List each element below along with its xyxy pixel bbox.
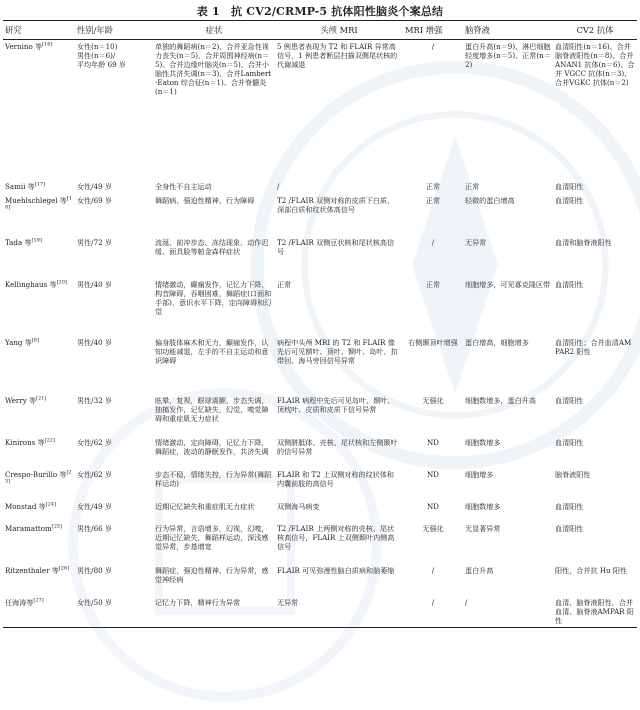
symptoms-cell: 全身性不自主运动 [155,181,212,191]
table-row [3,468,637,500]
symptoms-cell: 情绪激动，定向障碍，记忆力下降，舞蹈症，波动的静眠发作，共济失调 [155,437,269,456]
reference-number: [16] [42,41,53,48]
csf-cell: 细胞数增多 [465,437,501,447]
reference-number: [19] [31,237,42,244]
cv2-antibody-cell: 血清和脑脊液阳性 [555,237,612,247]
mri-enhance-cell: 右侧颞顶叶增强 [408,337,458,347]
header-mri-enhance: MRI 增强 [403,21,463,40]
study-name: Maramattom [5,523,52,533]
mri-enhance-cell: ND [427,469,439,479]
reference-number: [18] [5,195,73,211]
table-row [3,394,637,436]
mri-enhance-cell: 无强化 [422,523,444,533]
sex-age-cell: 女性(n＝10) 男性(n＝6)/ 平均年龄 69 岁 [77,42,127,70]
symptoms-cell: 眩晕，复视，眼球震颤，步态失调，抽搐发作，记忆缺失，幻觉，嗅觉障碍和重症肌无力症状 [155,395,269,423]
study-name: Samii 等 [5,181,35,191]
mri-cell: 双侧海马病变 [277,501,320,511]
table-row [3,336,637,394]
cv2-antibody-cell: 阳性，合并抗 Hu 阳性 [555,565,628,575]
mri-cell: 正常 [277,279,292,289]
sex-age-cell: 男性/80 岁 [77,565,112,575]
study-cell [3,278,75,336]
reference-number: [21] [36,395,47,402]
study-name: Yang 等 [5,337,32,347]
mri-cell: T2 /FLAIR 双侧豆状核和尾状核高信号 [277,237,395,256]
csf-cell: 正常 [465,181,480,191]
csf-cell: 细胞数增多，蛋白升高 [465,395,536,405]
symptoms-cell: 记忆力下降，精神行为异常 [153,596,275,628]
header-mri: 头颅 MRI [275,21,403,40]
cv2-antibody-cell: 血清阳性 [555,279,584,289]
header-sex-age: 性别/年龄 [75,21,153,40]
reference-number: [8] [31,337,39,344]
reference-number: [25] [51,523,63,530]
reference-number: [22] [44,437,55,444]
cv2-antibody-cell: 血清、脑脊液阳性，合并血清、脑脊液AMPAR 阳性 [553,596,637,628]
mri-cell: FLAIR 和 T2 上双侧对称的纹状体和内囊前肢的高信号 [277,469,394,488]
sex-age-cell: 男性/72 岁 [77,237,112,247]
mri-cell: 5 例患者表现为 T2 和 FLAIR 异常高信号，1 例患者断层扫描双侧尾状核的代谢减退 [277,42,398,70]
study-cell [3,336,75,394]
sex-age-cell: 女性/62 岁 [77,469,112,479]
study-cell [3,194,75,236]
mri-cell: FLAIR 病程中先后可见岛叶、颞叶、顶枕叶、皮质和皮质下信号异常 [277,395,395,414]
study-name: Tada 等 [5,237,32,247]
symptoms-cell: 舞蹈症，强迫性精神、行为异常，感觉神经病 [155,565,269,584]
symptoms-cell: 偏身肢体麻木和无力，癫痫发作，认知功能减退，左手的不自主运动和意识障碍 [155,337,269,365]
csf-cell: 细胞数增多 [465,501,501,511]
mri-enhance-cell: / [431,565,435,575]
mri-enhance-cell: / [403,596,463,628]
table-row [3,194,637,236]
sex-age-cell: 男性/40 岁 [77,279,112,289]
symptoms-cell: 舞蹈病、强迫性精神、行为障碍 [155,195,255,205]
cv2-antibody-cell: 血清阳性 [555,181,584,191]
header-cv2: CV2 抗体 [553,21,637,40]
symptoms-cell: 步态不稳，情绪失控，行为异常(舞蹈样运动) [155,469,272,488]
study-name: Monstad 等 [5,501,46,511]
mri-enhance-cell: 正常 [425,279,441,289]
mri-cell: T2 /FLAIR 双侧对称的皮质下白质、深部白质和纹状体高信号 [277,195,395,214]
study-name: Kellinghaus 等 [5,279,57,289]
symptoms-cell: 行为异常，言语增多，幻视，幻嗅，近期记忆缺失，舞蹈样运动，深浅感觉异常，步基增宽 [155,523,269,551]
csf-cell: 无异常 [465,237,487,247]
sex-age-cell: 女性/49 岁 [77,501,112,511]
csf-cell: 蛋白升高(n＝9)、淋巴细胞轻度增多(n＝5)、正常(n＝2) [465,42,551,70]
case-summary-table [3,20,637,628]
cv2-antibody-cell: 血清阳性(n＝16)、合并脑脊液阳性(n＝8)、合并ANAN1 抗体(n＝6)、合并 VGCC 抗体(n＝3)、合并VGKC 抗体(n＝2) [555,42,635,88]
study-cell [3,40,75,180]
symptoms-cell: 近期记忆缺失和重症肌无力症状 [155,501,255,511]
mri-cell: 无异常 [275,596,403,628]
table-row [3,180,637,194]
study-cell [3,596,75,628]
csf-cell: 无显著异常 [465,523,501,533]
csf-cell: 蛋白升高 [465,565,494,575]
study-name: Kinirons 等 [5,437,45,447]
sex-age-cell: 男性/66 岁 [77,523,112,533]
sex-age-cell: 女性/69 岁 [77,195,112,205]
table-row [3,500,637,522]
reference-number: [27] [33,597,44,604]
cv2-antibody-cell: 脑脊液阳性 [555,469,591,479]
study-name: 任海涛等 [5,597,34,607]
study-name: Vernino 等 [5,42,43,51]
sex-age-cell: 女性/50 岁 [75,596,153,628]
csf-cell: 细胞增多，可见寡克隆区带 [465,279,551,289]
mri-enhance-cell: 无强化 [422,395,444,405]
cv2-antibody-cell: 血清阳性；合并血清AMPAR2 阳性 [555,337,632,356]
mri-cell: 双侧胼胝体、壳核、尾状核和左侧颞叶的信号异常 [277,437,398,456]
header-csf: 脑脊液 [463,21,553,40]
cv2-antibody-cell: 血清阳性 [555,437,584,447]
reference-number: [20] [56,279,67,286]
reference-number: [17] [34,181,45,188]
table-row [3,40,637,180]
reference-number: [24] [45,501,56,508]
symptoms-cell: 流涎、前冲步态、冻结现象、动作迟缓、面具脸等帕金森样症状 [155,237,269,256]
cv2-antibody-cell: 血清阳性 [555,395,584,405]
mri-cell: FLAIR 可见弥漫性脑白质病和脑萎缩 [277,565,395,575]
header-study: 研究 [3,21,75,40]
mri-enhance-cell: 正常 [425,181,441,191]
sex-age-cell: 女性/62 岁 [77,437,112,447]
study-cell [3,564,75,596]
table-title: 表 1 抗 CV2/CRMP-5 抗体阳性脑炎个案总结 [196,5,444,18]
symptoms-cell: 情绪激动，癫痫发作，记忆力下降，构音障碍，吞咽困难，舞蹈症(口面和手部)，意识水平下降，定向障碍和幻觉 [155,279,272,316]
study-cell [3,394,75,436]
mri-enhance-cell: 正常 [425,195,441,205]
table-row [3,522,637,564]
cv2-antibody-cell: 血清阳性 [555,501,584,511]
sex-age-cell: 男性/32 岁 [77,395,112,405]
mri-cell: / [277,181,280,191]
table-row [3,278,637,336]
cv2-antibody-cell: 血清阳性 [555,523,584,533]
study-name: Muehlschlegel 等 [5,195,67,205]
mri-enhance-cell: ND [427,437,439,447]
table-row [3,596,637,628]
table-header-row [3,21,637,40]
reference-number: [23] [5,469,72,485]
csf-cell: 轻微的蛋白增高 [465,195,515,205]
study-cell [3,468,75,500]
study-cell [3,236,75,278]
study-cell [3,436,75,468]
table-row [3,436,637,468]
study-cell [3,500,75,522]
cv2-antibody-cell: 血清阳性 [555,195,584,205]
document-page [3,4,637,628]
mri-enhance-cell: / [431,42,435,51]
study-cell [3,522,75,564]
study-name: Crespo-Burillo 等 [5,469,67,479]
sex-age-cell: 男性/40 岁 [77,337,112,347]
table-row [3,236,637,278]
study-name: Werry 等 [5,395,37,405]
csf-cell: / [463,596,553,628]
reference-number: [26] [58,565,70,572]
mri-enhance-cell: / [431,237,435,247]
study-cell [3,180,75,194]
sex-age-cell: 女性/49 岁 [77,181,112,191]
header-symptoms: 症状 [153,21,275,40]
mri-enhance-cell: ND [427,501,439,511]
symptoms-cell: 单独的舞蹈病(n＝2)、合并亚急性视力丧失(n＝5)、合并周围神经病(n＝5)、合并边缘叶脑炎(n＝5)、合并小脑性共济失调(n＝3)、合并Lambert-Eaton 综合征(n＝1)、合并脊髓炎(n＝1) [155,42,272,97]
csf-cell: 蛋白增高，细胞增多 [465,337,529,347]
mri-cell: 病程中头颅 MRI 的 T2 和 FLAIR 像先后可见额叶、顶叶、颞叶、岛叶、扣带回、海马旁回信号异常 [277,337,398,365]
csf-cell: 细胞增多 [465,469,494,479]
mri-cell: T2 /FLAIR 上两侧对称的壳核、尾状核高信号，FLAIR 上双侧颞叶内侧高信号 [277,523,395,551]
study-name: Ritzenthaler 等 [5,565,59,575]
table-row [3,564,637,596]
